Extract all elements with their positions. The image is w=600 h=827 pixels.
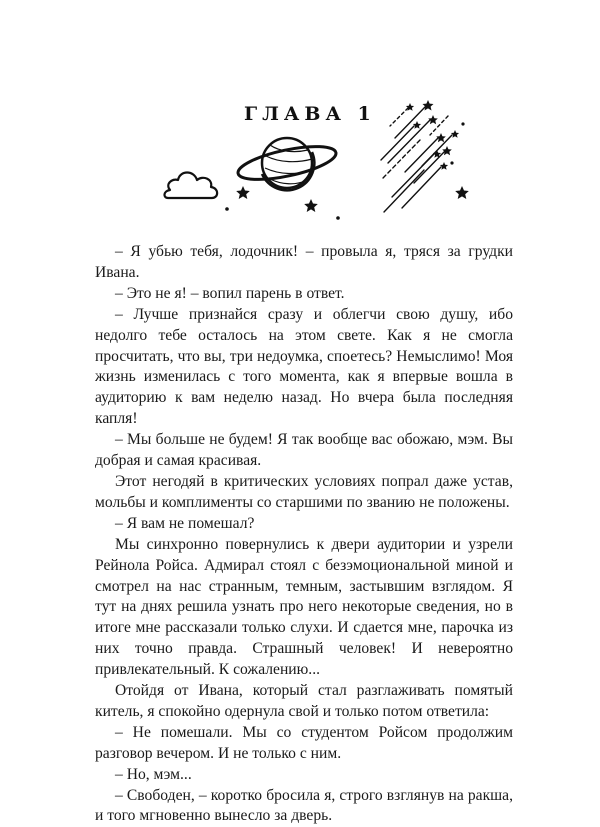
star-icon bbox=[236, 186, 250, 199]
paragraph: – Но, мэм... bbox=[115, 765, 192, 783]
paragraph: – Не помешали. Мы со студентом Ройсом продолжим разговор вечером. И не только с ним. bbox=[95, 723, 513, 762]
meteor-shower-icon bbox=[381, 106, 452, 212]
paragraph: – Это не я! – вопил парень в ответ. bbox=[115, 284, 345, 302]
paragraph: Этот негодяй в критических условиях попрал даже устав, мольбы и комплименты со старшими по званию не положены. bbox=[95, 472, 513, 511]
paragraph: – Лучше признайся сразу и облегчи свою душу, ибо недолго тебе осталось на этом свете. Как я не смогла просчитать, что вы, три недоумка, споетесь? Немыслимо! Моя жизнь изменилась с того момента, как я впервые вошла в аудиторию к вам неделю назад. Но вчера была последняя капля! bbox=[95, 305, 513, 428]
star-icon bbox=[304, 199, 318, 212]
paragraph: Отойдя от Ивана, который стал разглаживать помятый китель, я спокойно одернула свой и только потом ответила: bbox=[95, 682, 513, 720]
paragraph: – Я вам не помешал? bbox=[115, 514, 255, 532]
star-icons bbox=[225, 122, 469, 219]
chapter-text bbox=[95, 242, 513, 827]
cloud-icon bbox=[164, 173, 217, 199]
paragraph: Мы синхронно повернулись к двери аудитории и узрели Рейнола Ройса. Адмирал стоял с безэмоциональной миной и смотрел на нас странным, темным, застывшим взглядом. Я тут на днях решила узнать про него некоторые сведения, но в итоге мне рассказали только слухи. И сдается мне, парочка из них точно правда. Страшный человек! И невероятно привлекательный. К сожалению... bbox=[95, 535, 513, 679]
paragraph: – Свободен, – коротко бросила я, строго взглянув на ракша, и того мгновенно вынесло за дверь. bbox=[95, 786, 513, 825]
space-ornament bbox=[0, 0, 600, 240]
meteor-stars bbox=[406, 100, 459, 170]
paragraph: – Я убью тебя, лодочник! – провыла я, тряся за грудки Ивана. bbox=[95, 243, 513, 281]
chapter-title: ГЛАВА 1 bbox=[244, 103, 376, 125]
planet-icon bbox=[235, 138, 338, 190]
star-icon bbox=[455, 186, 469, 199]
paragraph: – Мы больше не будем! Я так вообще вас обожаю, мэм. Вы добрая и самая красивая. bbox=[95, 431, 513, 470]
